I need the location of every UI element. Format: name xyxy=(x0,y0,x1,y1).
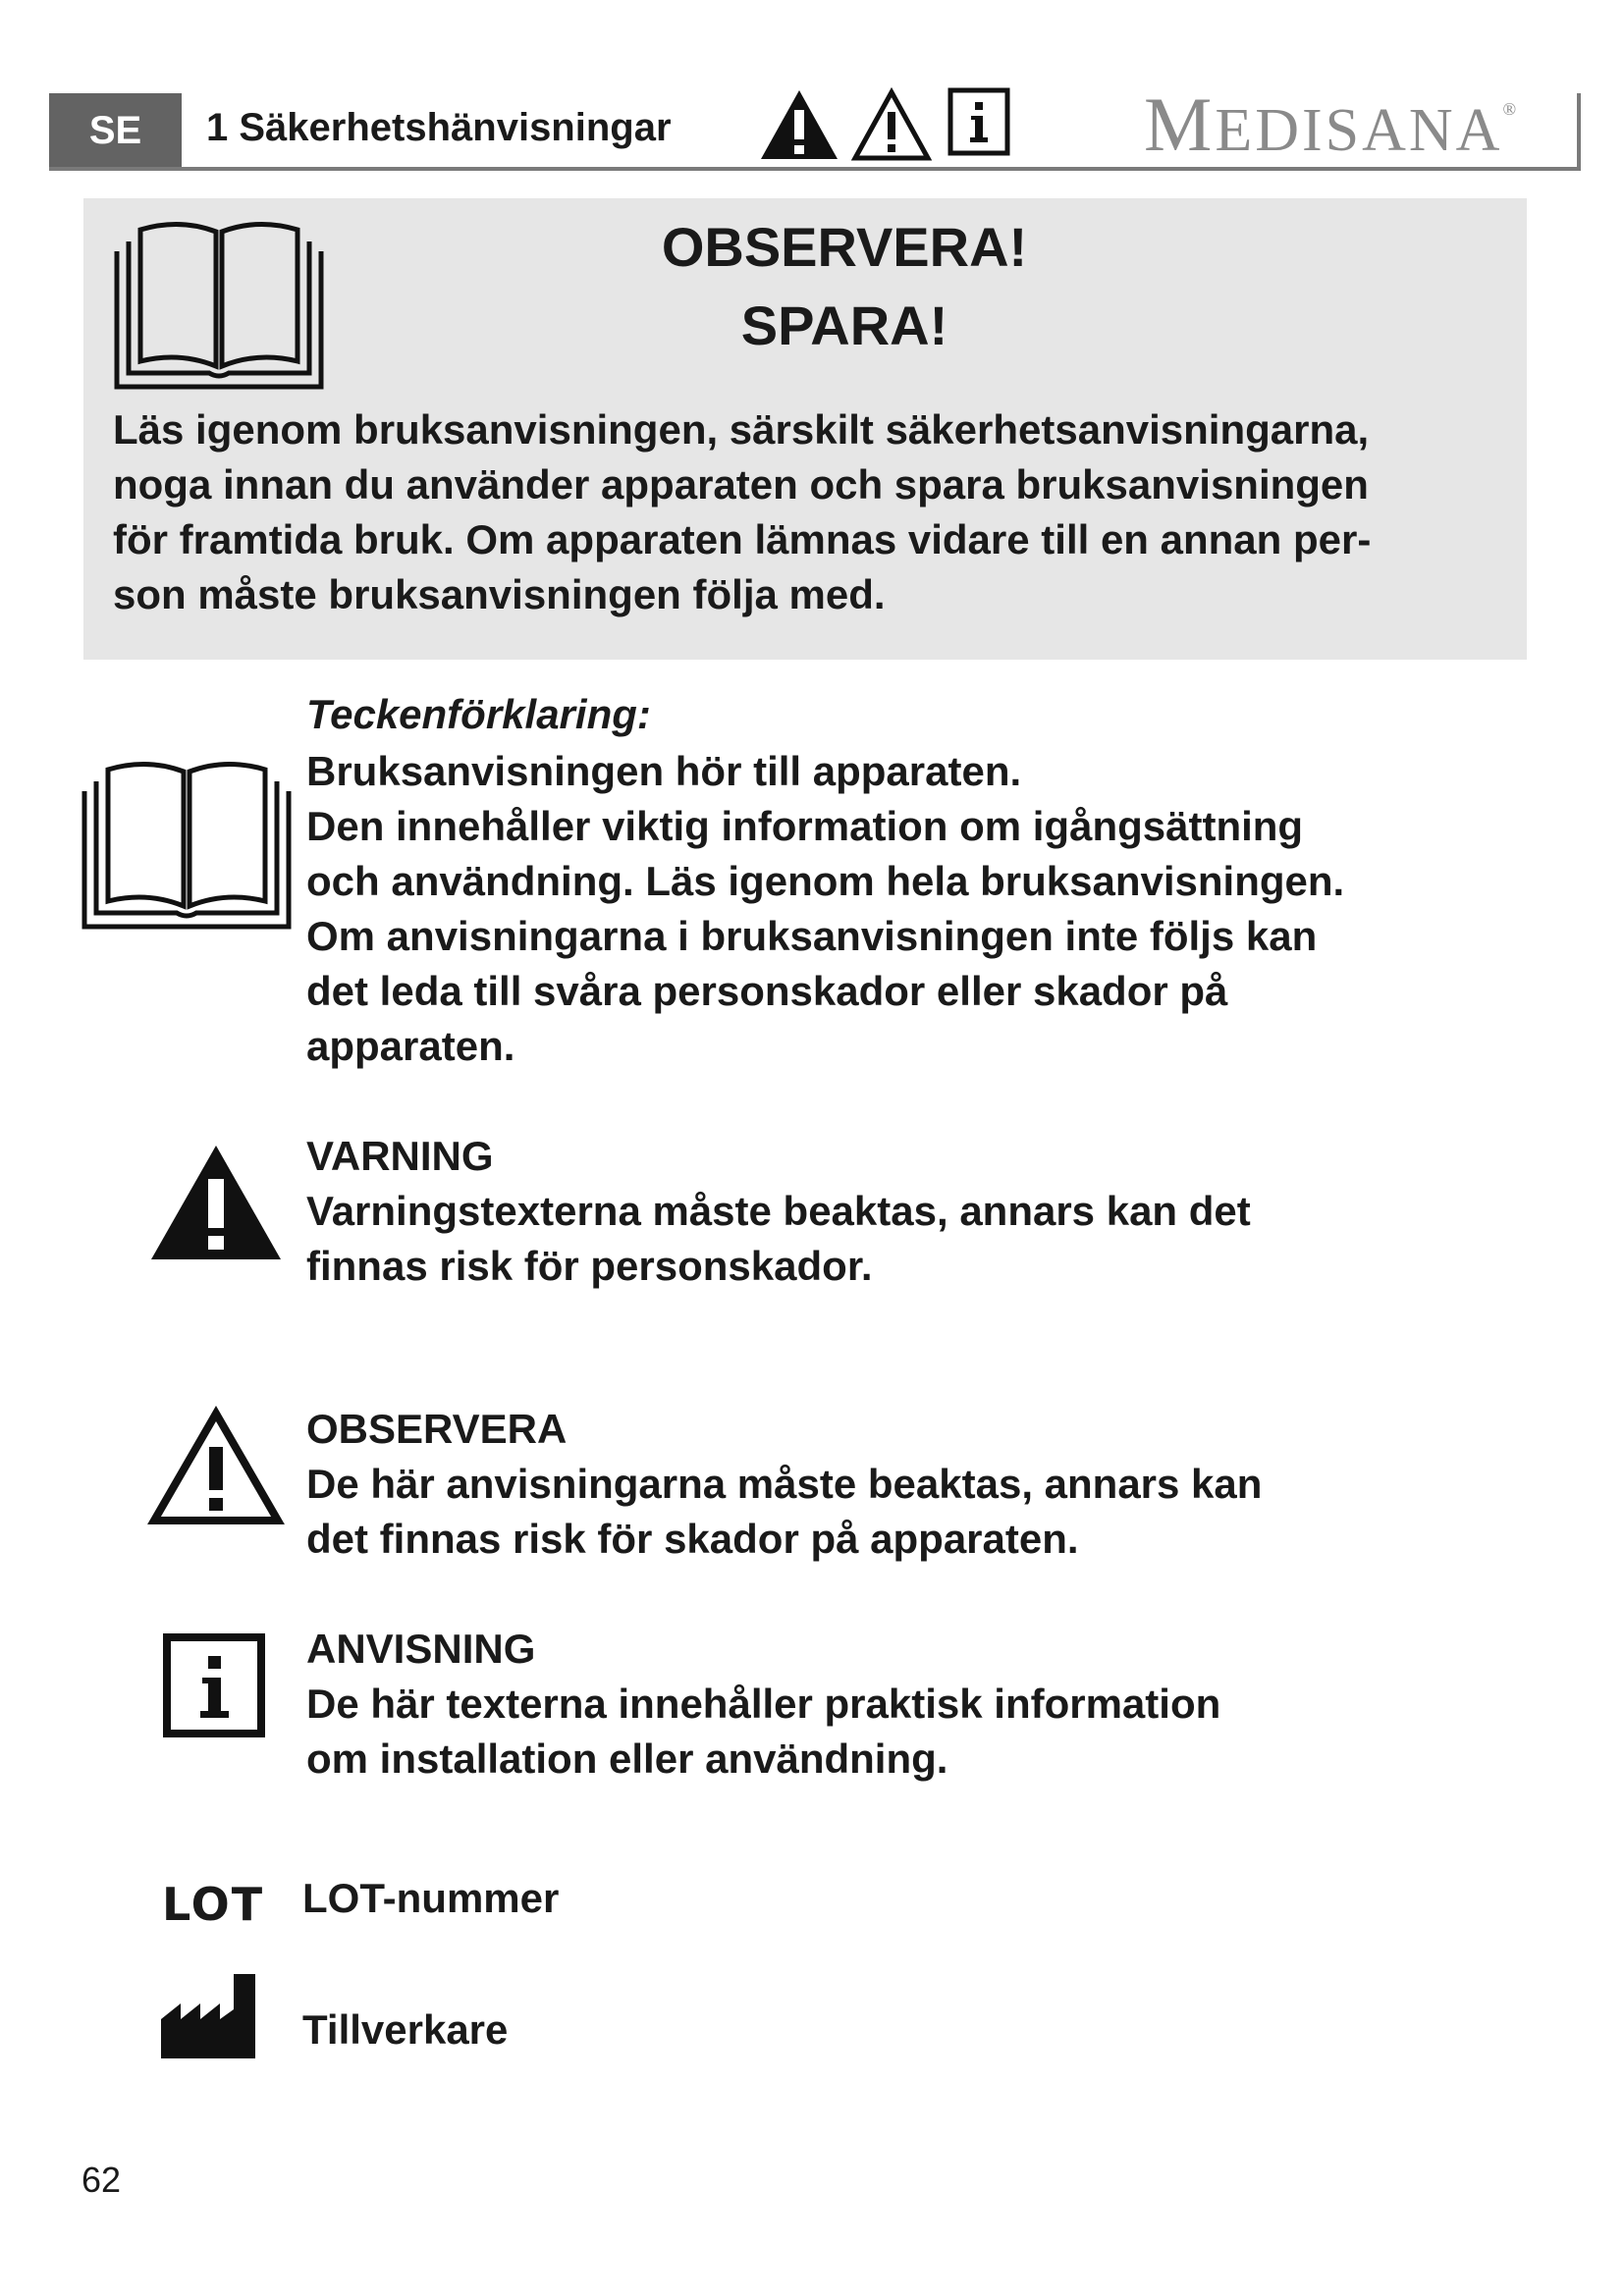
caution-title: OBSERVERA xyxy=(306,1406,568,1452)
caution-outline-icon xyxy=(147,1406,285,1527)
header-rule xyxy=(49,167,1581,171)
info-line: De här texterna innehåller praktisk information xyxy=(306,1681,1221,1727)
notice-body-line: Läs igenom bruksanvisningen, särskilt säkerhetsanvisningarna, xyxy=(113,406,1370,453)
warning-filled-icon xyxy=(758,86,840,163)
warning-filled-icon xyxy=(147,1142,285,1263)
info-box-icon xyxy=(162,1632,266,1738)
caution-outline-icon xyxy=(850,86,933,163)
info-box-icon xyxy=(947,86,1011,157)
notice-body-line: för framtida bruk. Om apparaten lämnas vidare till en annan per- xyxy=(113,516,1372,562)
caution-line: det finnas risk för skador på apparaten. xyxy=(306,1516,1079,1562)
legend-book-line: Den innehåller viktig information om igångsättning xyxy=(306,803,1304,849)
notice-title-line1: OBSERVERA! xyxy=(661,216,1028,278)
warning-title: VARNING xyxy=(306,1133,494,1179)
lot-symbol: LOT xyxy=(162,1878,265,1931)
caution-block xyxy=(306,1402,1583,1567)
legend-heading: Teckenförklaring: xyxy=(306,691,651,737)
page-number: 62 xyxy=(81,2160,122,2200)
legend-book-line: och användning. Läs igenom hela bruksanvisningen. xyxy=(306,858,1345,904)
book-icon xyxy=(113,214,325,393)
medisana-logo: MEDISANA® xyxy=(1144,81,1517,167)
info-title: ANVISNING xyxy=(306,1626,536,1672)
notice-body-line: son måste bruksanvisningen följa med. xyxy=(113,571,886,617)
legend-book-line: det leda till svåra personskador eller skador på xyxy=(306,968,1228,1014)
book-icon xyxy=(81,754,293,933)
warning-line: finnas risk för personskador. xyxy=(306,1243,873,1289)
header-vertical-rule xyxy=(1577,93,1581,171)
notice-info-block xyxy=(306,1622,1583,1787)
notice-body xyxy=(113,402,1507,622)
warning-block xyxy=(306,1129,1583,1294)
legend-book-line: Bruksanvisningen hör till apparaten. xyxy=(306,748,1022,794)
caution-line: De här anvisningarna måste beaktas, annars kan xyxy=(306,1461,1263,1507)
notice-body-line: noga innan du använder apparaten och spara bruksanvisningen xyxy=(113,461,1369,507)
notice-title xyxy=(491,208,1198,365)
manufacturer-text: Tillverkare xyxy=(302,2006,509,2053)
manufacturer-icon xyxy=(157,1968,259,2062)
notice-title-line2: SPARA! xyxy=(740,294,948,356)
legend-book-line: Om anvisningarna i bruksanvisningen inte följs kan xyxy=(306,913,1318,959)
warning-line: Varningstexterna måste beaktas, annars kan det xyxy=(306,1188,1251,1234)
legend-book-text xyxy=(306,744,1583,1074)
info-line: om installation eller användning. xyxy=(306,1735,948,1782)
section-title: 1 Säkerhetshänvisningar xyxy=(206,106,672,149)
lot-text: LOT-nummer xyxy=(302,1875,560,1921)
legend-book-line: apparaten. xyxy=(306,1023,515,1069)
language-tab: SE xyxy=(49,93,182,169)
